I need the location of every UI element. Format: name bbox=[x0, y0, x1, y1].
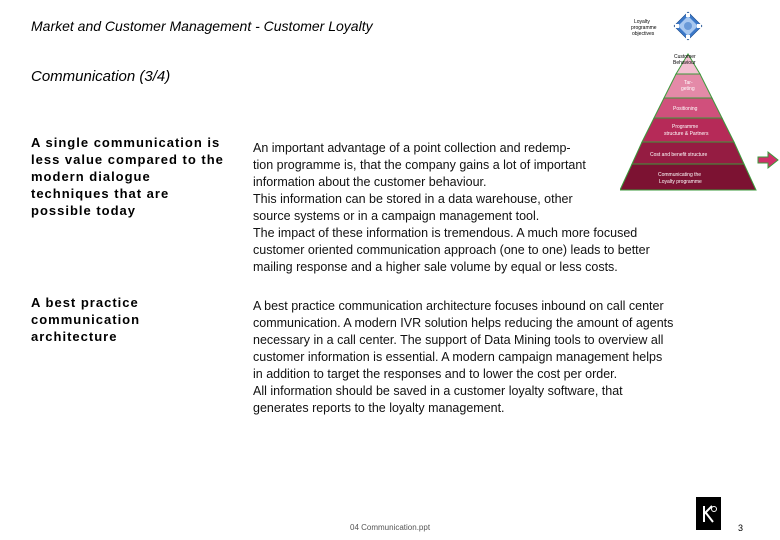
pyramid-top-label-1: Loyalty bbox=[634, 19, 650, 25]
pyramid-level1-label-2: Behaviour bbox=[673, 60, 696, 66]
pyramid-top-label-2: programme bbox=[631, 25, 657, 31]
text-line: in addition to target the responses and to lower the cost per order. bbox=[253, 367, 618, 381]
text-line: generates reports to the loyalty management. bbox=[253, 401, 505, 415]
text-line: tion programme is, that the company gains a lot of important bbox=[253, 158, 586, 172]
text-line: source systems or in a campaign management tool. bbox=[253, 209, 540, 223]
footer-filename: 04 Communication.ppt bbox=[350, 523, 431, 532]
text-line: necessary in a call center. The support of Data Mining tools to overview all bbox=[253, 333, 664, 347]
pyramid-level6-label-1: Communicating the bbox=[658, 172, 702, 178]
pyramid-level3-label: Positioning bbox=[673, 106, 698, 112]
pyramid-level1-label-1: Customer bbox=[674, 54, 696, 60]
body-text-block-2 bbox=[253, 298, 673, 417]
compass-icon bbox=[674, 12, 702, 40]
pyramid-level6-label-2: Loyalty programme bbox=[659, 179, 702, 185]
pyramid-level5-label: Cost and benefit structure bbox=[650, 152, 708, 158]
pyramid-level4-label-1: Programme bbox=[672, 124, 699, 130]
text-line: This information can be stored in a data warehouse, other bbox=[253, 192, 573, 206]
topic-single-communication: A single communication is less value compared to the modern dialogue techniques that are possible today bbox=[31, 135, 224, 218]
text-line: An important advantage of a point collection and redemp- bbox=[253, 141, 571, 155]
topic-best-practice-architecture: A best practice communication architecture bbox=[31, 295, 141, 344]
text-line: The impact of these information is tremendous. A much more focused bbox=[253, 226, 638, 240]
header-title: Market and Customer Management - Customer Loyalty bbox=[31, 18, 373, 34]
current-level-arrow-icon bbox=[758, 152, 778, 168]
text-line: information about the customer behaviour. bbox=[253, 175, 487, 189]
text-line: customer information is essential. A modern campaign management helps bbox=[253, 350, 663, 364]
text-line: All information should be saved in a customer loyalty software, that bbox=[253, 384, 623, 398]
pyramid-top-label-3: objectives bbox=[632, 31, 655, 37]
company-logo bbox=[696, 497, 721, 530]
body-text-block-1 bbox=[253, 140, 650, 276]
text-line: A best practice communication architecture focuses inbound on call center bbox=[253, 299, 664, 313]
text-line: communication. A modern IVR solution helps reducing the amount of agents bbox=[253, 316, 674, 330]
section-title: Communication (3/4) bbox=[31, 68, 171, 85]
pyramid-level2-label-2: geting bbox=[681, 86, 695, 92]
pyramid-level-4 bbox=[642, 118, 734, 142]
pyramid-level4-label-2: structure & Partners bbox=[664, 131, 709, 137]
text-line: customer oriented communication approach (one to one) leads to better bbox=[253, 243, 650, 257]
page-number: 3 bbox=[738, 523, 744, 533]
text-line: mailing response and a higher sale volume by equal or less costs. bbox=[253, 260, 618, 274]
pyramid-level2-label-1: Tar- bbox=[684, 80, 693, 86]
